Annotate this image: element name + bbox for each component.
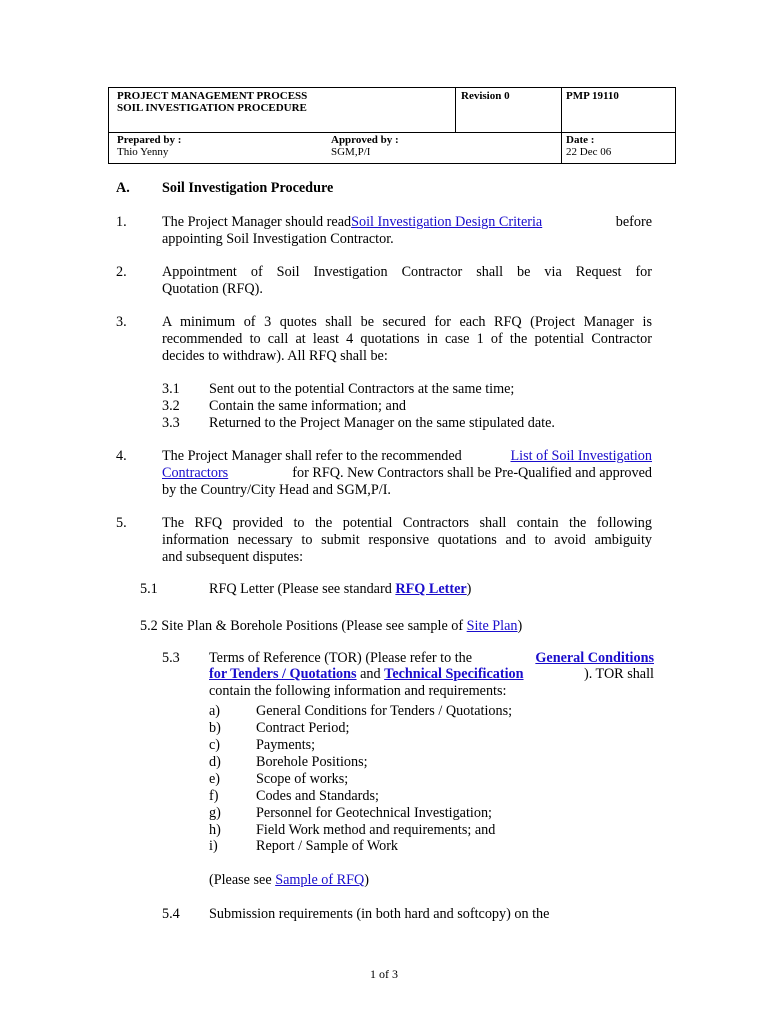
sub-item-text: Returned to the Project Manager on the same stipulated date. <box>209 415 555 431</box>
contractors-link[interactable]: Contractors <box>162 465 229 481</box>
general-conditions-link[interactable]: General Conditions <box>535 650 654 666</box>
rfq-letter-link[interactable]: RFQ Letter <box>395 581 467 597</box>
item-2-line-1: Appointment of Soil Investigation Contractor shall be via Request for <box>162 264 652 280</box>
tor-list-text: Payments; <box>256 737 316 753</box>
item-5-number: 5. <box>116 515 127 531</box>
item-1-line-1: The Project Manager should read Soil Investigation Design Criteria before <box>162 214 652 230</box>
sub-item-number: 3.3 <box>162 415 180 431</box>
item-4-line-2: Contractors for RFQ. New Contractors shall be Pre-Qualified and approved <box>162 465 652 481</box>
sub-item-number: 3.2 <box>162 398 180 414</box>
section-letter: A. <box>116 180 130 196</box>
tor-list-text: Scope of works; <box>256 771 349 787</box>
sample-of-rfq-link[interactable]: Sample of RFQ <box>275 872 365 888</box>
site-plan-link[interactable]: Site Plan <box>466 618 518 634</box>
item-1-line-2: appointing Soil Investigation Contractor. <box>162 231 394 247</box>
tor-list-key: c) <box>209 737 221 753</box>
header-row-divider <box>109 132 675 133</box>
tor-list-key: d) <box>209 754 221 770</box>
tor-list-text: Contract Period; <box>256 720 350 736</box>
item-4-number: 4. <box>116 448 127 464</box>
tor-list-text: Report / Sample of Work <box>256 838 399 854</box>
item-3-line-3: decides to withdraw). All RFQ shall be: <box>162 348 388 364</box>
tor-list-text: Field Work method and requirements; and <box>256 822 496 838</box>
tor-list-key: i) <box>209 838 218 854</box>
sub-5-3-number: 5.3 <box>162 650 180 666</box>
technical-specification-link[interactable]: Technical Specification <box>384 666 524 682</box>
sub-5-4-number: 5.4 <box>162 906 180 922</box>
prepared-label: Prepared by : <box>117 134 182 146</box>
header-col-divider-2 <box>561 88 562 163</box>
approved-value: SGM,P/I <box>331 146 371 158</box>
tor-list-key: g) <box>209 805 221 821</box>
prepared-value: Thio Yenny <box>117 146 169 158</box>
sub-item-number: 3.1 <box>162 381 180 397</box>
approved-label: Approved by : <box>331 134 399 146</box>
header-procedure: SOIL INVESTIGATION PROCEDURE <box>117 102 307 114</box>
header-revision: Revision 0 <box>461 90 510 102</box>
document-header-table <box>108 87 676 164</box>
tor-list-text: Borehole Positions; <box>256 754 368 770</box>
sub-5-1-text: RFQ Letter (Please see standard RFQ Letter) <box>209 581 472 597</box>
section-title: Soil Investigation Procedure <box>162 180 334 196</box>
sub-5-3-line-3: contain the following information and requirements: <box>209 683 507 699</box>
header-code: PMP 19110 <box>566 90 619 102</box>
item-3-number: 3. <box>116 314 127 330</box>
item-5-line-2: information necessary to submit responsive quotations and to avoid ambiguity <box>162 532 652 548</box>
tor-list-key: a) <box>209 703 221 719</box>
tor-list-text: Personnel for Geotechnical Investigation; <box>256 805 492 821</box>
item-5-line-3: and subsequent disputes: <box>162 549 304 565</box>
tor-list-text: General Conditions for Tenders / Quotations; <box>256 703 513 719</box>
sub-item-text: Sent out to the potential Contractors at the same time; <box>209 381 515 397</box>
sub-5-3-line-2: for Tenders / Quotations and Technical Specification ). TOR shall <box>209 666 654 682</box>
header-col-divider-1 <box>455 88 456 132</box>
header-process: PROJECT MANAGEMENT PROCESS <box>117 90 308 102</box>
tor-list-key: e) <box>209 771 221 787</box>
item-2-line-2: Quotation (RFQ). <box>162 281 263 297</box>
sub-5-2-text: 5.2 Site Plan & Borehole Positions (Please see sample of Site Plan) <box>140 618 523 634</box>
tenders-quotations-link[interactable]: for Tenders / Quotations <box>209 666 357 682</box>
sub-5-3-line-1: Terms of Reference (TOR) (Please refer to the General Conditions <box>209 650 654 666</box>
item-5-line-1: The RFQ provided to the potential Contractors shall contain the following <box>162 515 652 531</box>
page-number: 1 of 3 <box>370 967 398 981</box>
date-label: Date : <box>566 134 595 146</box>
item-4-line-3: by the Country/City Head and SGM,P/I. <box>162 482 391 498</box>
list-of-soil-investigation-link[interactable]: List of Soil Investigation <box>510 448 652 464</box>
tor-list-key: h) <box>209 822 221 838</box>
tor-list-key: f) <box>209 788 219 804</box>
item-3-line-2: recommended to call at least 4 quotations in case 1 of the potential Contractor <box>162 331 652 347</box>
item-1-number: 1. <box>116 214 127 230</box>
sub-5-1-number: 5.1 <box>140 581 158 597</box>
tor-list-key: b) <box>209 720 221 736</box>
sub-5-4-text: Submission requirements (in both hard and softcopy) on the <box>209 906 550 922</box>
date-value: 22 Dec 06 <box>566 146 612 158</box>
sub-item-text: Contain the same information; and <box>209 398 407 414</box>
item-2-number: 2. <box>116 264 127 280</box>
item-3-line-1: A minimum of 3 quotes shall be secured for each RFQ (Project Manager is <box>162 314 652 330</box>
sample-of-rfq-note: (Please see Sample of RFQ) <box>209 872 369 888</box>
soil-investigation-design-criteria-link[interactable]: Soil Investigation Design Criteria <box>351 214 543 230</box>
tor-list-text: Codes and Standards; <box>256 788 379 804</box>
item-4-line-1: The Project Manager shall refer to the recommended List of Soil Investigation <box>162 448 652 464</box>
